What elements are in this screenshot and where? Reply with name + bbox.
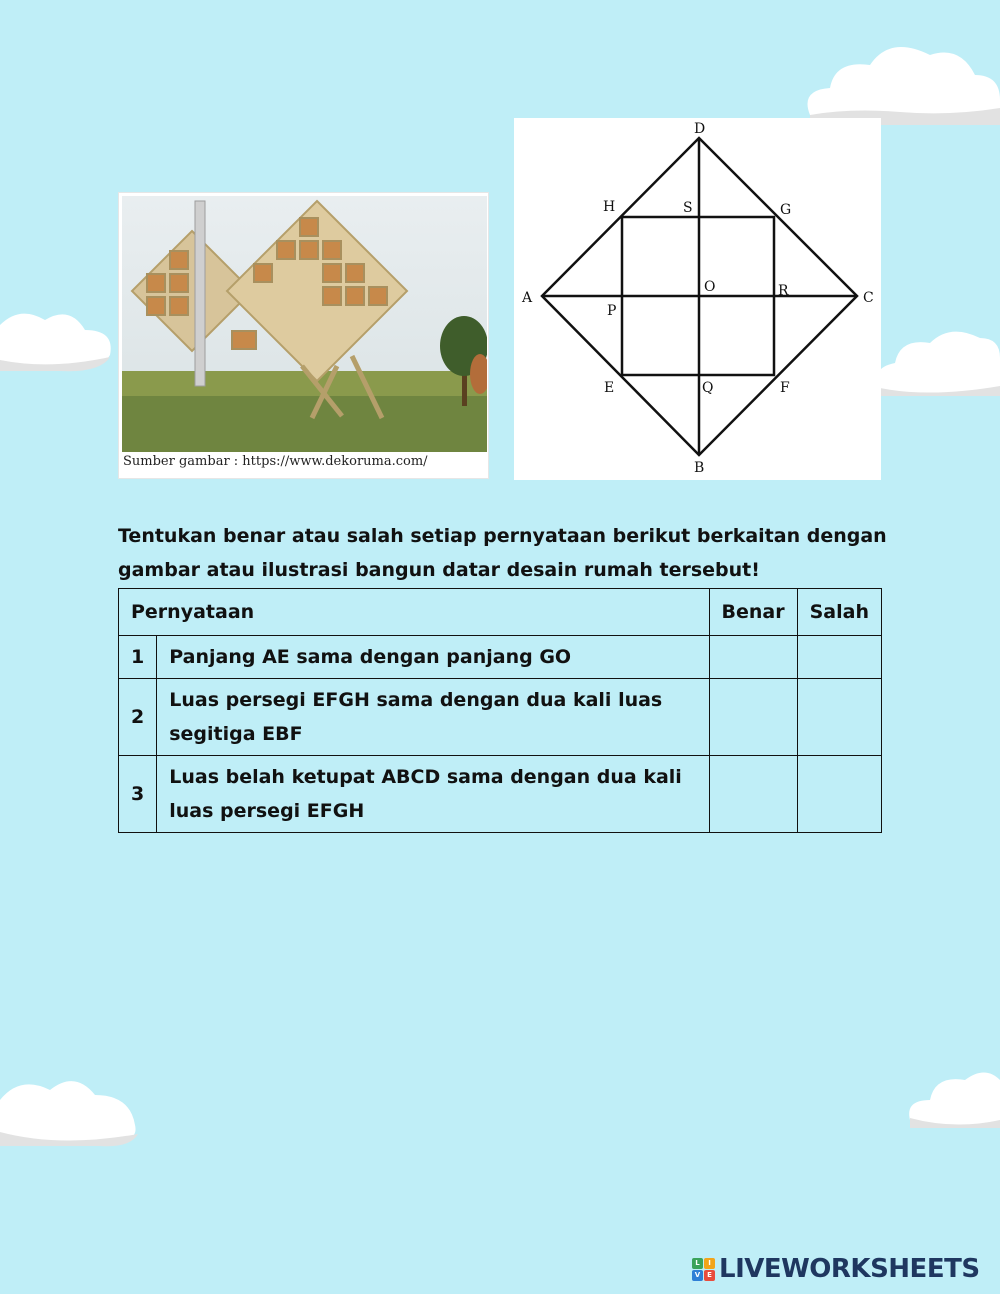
table-row: [119, 679, 882, 756]
brand-wordmark: LIVEWORKSHEETS: [719, 1254, 980, 1284]
answer-true-cell[interactable]: [709, 679, 797, 756]
rhombus-square-diagram: [514, 118, 881, 480]
cloud-decoration-left: [0, 285, 120, 375]
logo-grid-icon: [692, 1258, 715, 1281]
house-photo: [118, 192, 489, 479]
cloud-decoration-top-right: [790, 30, 1000, 125]
cloud-decoration-right: [870, 318, 1000, 398]
label-S: S: [683, 200, 693, 216]
row-number: 2: [119, 679, 157, 756]
answer-false-cell[interactable]: [797, 679, 881, 756]
row-statement: Panjang AE sama dengan panjang GO: [157, 636, 709, 679]
table-row: [119, 636, 882, 679]
answer-false-cell[interactable]: [797, 636, 881, 679]
label-G: G: [780, 202, 792, 218]
statements-table: [118, 588, 882, 833]
instruction-text: Tentukan benar atau salah setiap pernyataan berikut berkaitan dengan gambar atau ilustrasi bangun datar desain rumah tersebut!: [118, 525, 887, 581]
photo-caption: Sumber gambar : https://www.dekoruma.com/: [123, 454, 428, 469]
label-H: H: [603, 199, 616, 215]
row-number: 3: [119, 756, 157, 833]
logo-letter: I: [704, 1258, 715, 1269]
label-Q: Q: [702, 380, 714, 396]
row-statement: Luas belah ketupat ABCD sama dengan dua kali luas persegi EFGH: [157, 756, 709, 833]
cloud-decoration-bottom-left: [0, 1060, 145, 1150]
header-statement: Pernyataan: [119, 589, 710, 636]
label-F: F: [780, 380, 790, 396]
answer-false-cell[interactable]: [797, 756, 881, 833]
label-P: P: [607, 303, 617, 319]
table-header-row: [119, 589, 882, 636]
label-E: E: [604, 380, 615, 396]
answer-true-cell[interactable]: [709, 636, 797, 679]
label-O: O: [704, 279, 716, 295]
liveworksheets-logo[interactable]: [692, 1252, 980, 1286]
table-row: [119, 756, 882, 833]
header-false: Salah: [797, 589, 881, 636]
header-true: Benar: [709, 589, 797, 636]
label-D: D: [694, 121, 706, 137]
answer-true-cell[interactable]: [709, 756, 797, 833]
cloud-decoration-bottom-right: [905, 1060, 1000, 1130]
logo-letter: E: [704, 1270, 715, 1281]
label-C: C: [863, 290, 874, 306]
row-statement: Luas persegi EFGH sama dengan dua kali luas segitiga EBF: [157, 679, 709, 756]
label-R: R: [778, 283, 789, 299]
diagram-svg: [514, 118, 881, 480]
logo-letter: V: [692, 1270, 703, 1281]
row-number: 1: [119, 636, 157, 679]
label-B: B: [694, 460, 705, 476]
house-illustration: [122, 196, 487, 452]
label-A: A: [522, 290, 533, 306]
logo-letter: L: [692, 1258, 703, 1269]
